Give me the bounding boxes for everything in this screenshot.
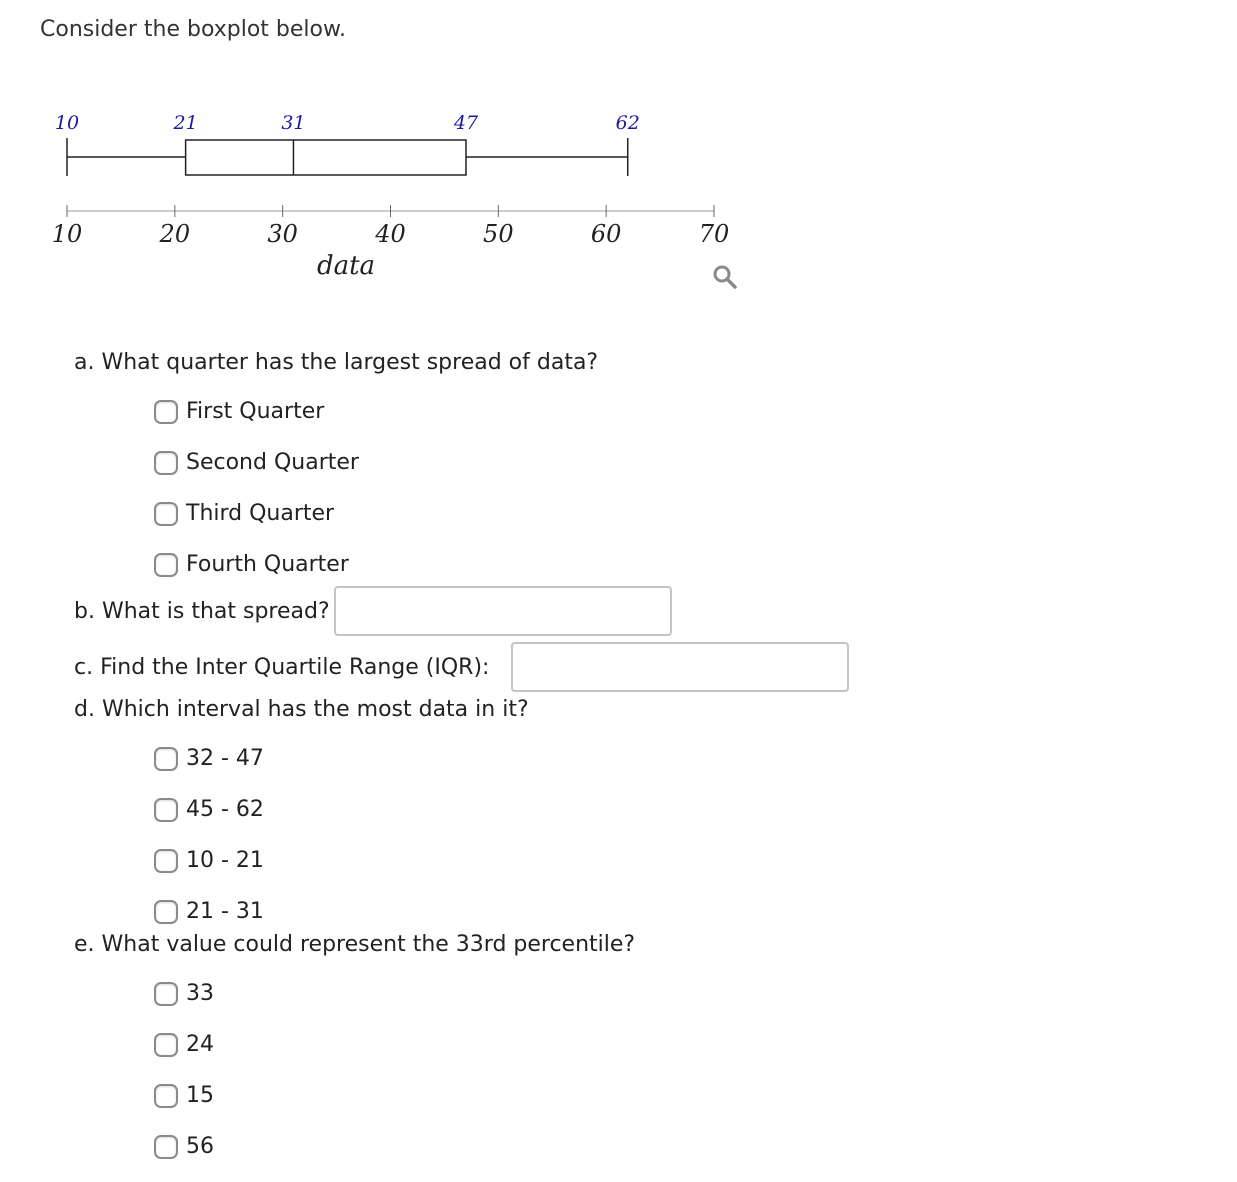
option-10-21[interactable] [154, 848, 264, 873]
summary-label-max: 62 [615, 112, 640, 134]
summary-label-q3: 47 [453, 112, 479, 134]
option-label: 32 - 47 [186, 746, 264, 771]
checkbox[interactable] [154, 451, 178, 475]
checkbox[interactable] [154, 1135, 178, 1159]
x-tick-label-40: 40 [375, 220, 406, 248]
option-21-31[interactable] [154, 899, 264, 924]
x-tick-label-70: 70 [698, 220, 730, 248]
option-label: 21 - 31 [186, 899, 264, 924]
question-e-label: e. What value could represent the 33rd percentile? [74, 932, 636, 957]
option-24[interactable] [154, 1032, 214, 1057]
iqr-input[interactable] [511, 642, 849, 692]
checkbox[interactable] [154, 502, 178, 526]
option-label: 56 [186, 1134, 214, 1159]
summary-label-q1: 21 [173, 112, 198, 134]
checkbox[interactable] [154, 1084, 178, 1108]
x-tick-label-20: 20 [159, 220, 191, 248]
option-label: 24 [186, 1032, 214, 1057]
option-15[interactable] [154, 1083, 214, 1108]
option-45-62[interactable] [154, 797, 264, 822]
option-label: Third Quarter [186, 501, 335, 526]
summary-label-min: 10 [54, 112, 80, 134]
x-tick-label-10: 10 [51, 220, 83, 248]
checkbox[interactable] [154, 900, 178, 924]
checkbox[interactable] [154, 400, 178, 424]
option-33[interactable] [154, 981, 214, 1006]
boxplot-chart [0, 100, 800, 300]
x-tick-label-30: 30 [267, 220, 298, 248]
summary-label-median: 31 [281, 112, 306, 134]
option-label: First Quarter [186, 399, 325, 424]
question-a-label: a. What quarter has the largest spread of data? [74, 350, 599, 375]
option-label: Fourth Quarter [186, 552, 349, 577]
x-tick-label-60: 60 [590, 220, 622, 248]
x-tick-label-50: 50 [483, 220, 514, 248]
option-label: 10 - 21 [186, 848, 264, 873]
option-second-quarter[interactable] [154, 450, 359, 475]
intro-text: Consider the boxplot below. [40, 17, 346, 42]
checkbox[interactable] [154, 798, 178, 822]
option-label: 33 [186, 981, 214, 1006]
option-32-47[interactable] [154, 746, 264, 771]
question-b-label: b. What is that spread? [74, 599, 330, 624]
magnifier-icon[interactable] [715, 267, 735, 287]
option-label: 15 [186, 1083, 214, 1108]
checkbox[interactable] [154, 747, 178, 771]
box-iqr [186, 140, 466, 175]
option-third-quarter[interactable] [154, 501, 334, 526]
option-label: 45 - 62 [186, 797, 264, 822]
checkbox[interactable] [154, 553, 178, 577]
option-fourth-quarter[interactable] [154, 552, 349, 577]
checkbox[interactable] [154, 982, 178, 1006]
question-d-label: d. Which interval has the most data in it? [74, 697, 529, 722]
option-56[interactable] [154, 1134, 214, 1159]
checkbox[interactable] [154, 849, 178, 873]
spread-input[interactable] [334, 586, 672, 636]
option-first-quarter[interactable] [154, 399, 324, 424]
question-c-label: c. Find the Inter Quartile Range (IQR): [74, 655, 490, 680]
x-axis-label: data [316, 251, 376, 281]
checkbox[interactable] [154, 1033, 178, 1057]
option-label: Second Quarter [186, 450, 359, 475]
